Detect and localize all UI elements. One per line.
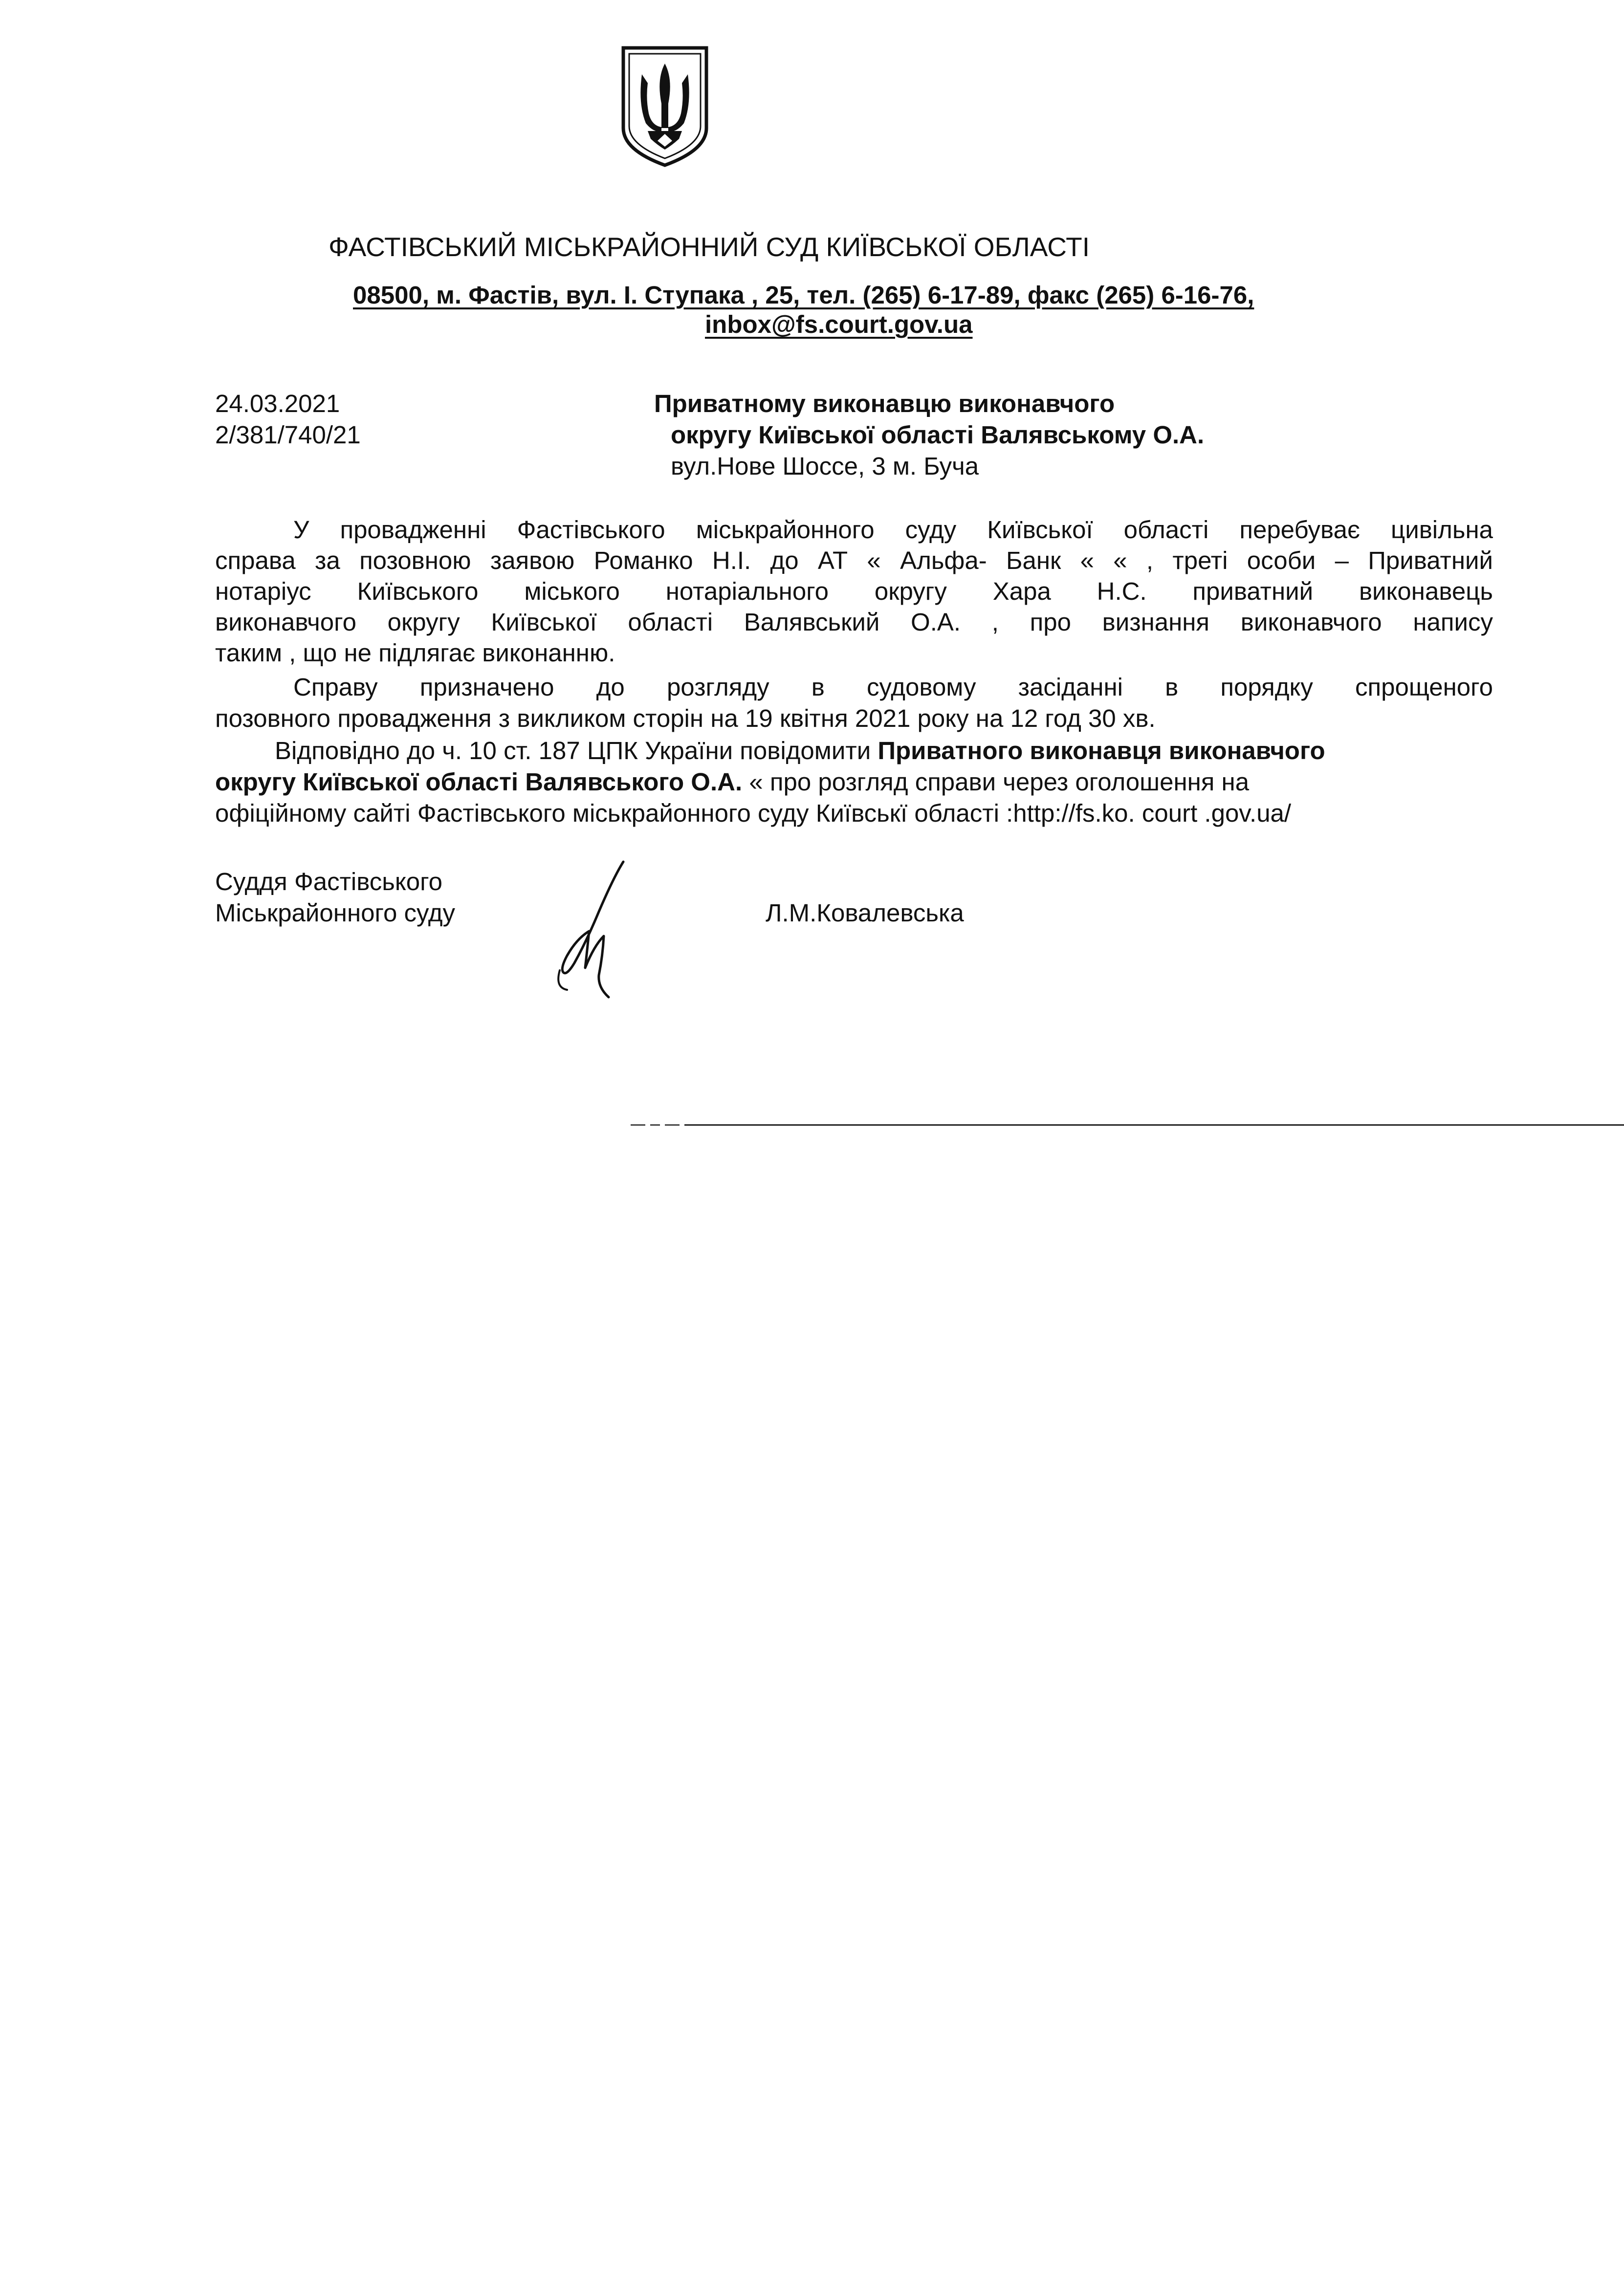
horizontal-rule (684, 1124, 1624, 1126)
judge-title-line-1: Суддя Фастівського (215, 868, 442, 895)
body-p3-line-2 (215, 767, 1249, 797)
body-p1-line-4: виконавчого округу Київської області Валявський О.А. , про визнання виконавчого напису (215, 608, 1493, 636)
handwritten-signature (540, 858, 648, 1004)
body-p1-line-5: таким , що не підлягає виконанню. (215, 639, 615, 667)
rule-dash-3 (665, 1124, 680, 1126)
addressee-line-1: Приватному виконавцю виконавчого (654, 390, 1115, 417)
court-address-line: 08500, м. Фастів, вул. І. Ступака , 25, тел. (265) 6-17-89, факс (265) 6-16-76, (353, 281, 1254, 309)
body-p3-line-2-text: « про розгляд справи через оголошення на (742, 768, 1250, 796)
body-p2-line-2: позовного провадження з викликом сторін на 19 квітня 2021 року на 12 год 30 хв. (215, 704, 1156, 732)
body-p3-line-2-bold: округу Київської області Валявського О.А. (215, 768, 743, 796)
coat-of-arms-emblem (618, 45, 711, 168)
addressee-address: вул.Нове Шоссе, 3 м. Буча (671, 452, 979, 480)
body-p3-line-1 (275, 736, 1325, 765)
addressee-line-2: округу Київської області Валявському О.А. (671, 421, 1205, 449)
body-p1-line-1: У провадженні Фастівського міськрайонного суду Київської області перебуває цивільна (293, 516, 1493, 544)
body-p3-line-3: офіційному сайті Фастівського міськрайонного суду Київськї області :http://fs.ko. court .gov.ua/ (215, 799, 1292, 827)
rule-dash-2 (650, 1124, 660, 1126)
rule-dash-1 (631, 1124, 645, 1126)
letter-reference-number: 2/381/740/21 (215, 421, 361, 449)
body-p1-line-3: нотаріус Київського міського нотаріального округу Хара Н.С. приватний виконавець (215, 577, 1493, 605)
court-name-heading: ФАСТІВСЬКИЙ МІСЬКРАЙОННИЙ СУД КИЇВСЬКОЇ ОБЛАСТІ (329, 232, 1090, 262)
body-p3-line-1-bold: Приватного виконавця виконавчого (878, 737, 1325, 764)
body-p3-line-1-text: Відповідно до ч. 10 ст. 187 ЦПК України повідомити (275, 737, 878, 764)
body-p2-line-1: Справу призначено до розгляду в судовому засіданні в порядку спрощеного (293, 673, 1493, 701)
letter-date: 24.03.2021 (215, 390, 340, 417)
body-p1-line-2: справа за позовною заявою Романко Н.І. до АТ « Альфа- Банк « « , треті особи – Приватний (215, 546, 1493, 574)
judge-title-line-2: Міськрайонного суду (215, 899, 456, 927)
judge-name: Л.М.Ковалевська (766, 899, 964, 927)
court-email: inbox@fs.court.gov.ua (705, 310, 973, 338)
